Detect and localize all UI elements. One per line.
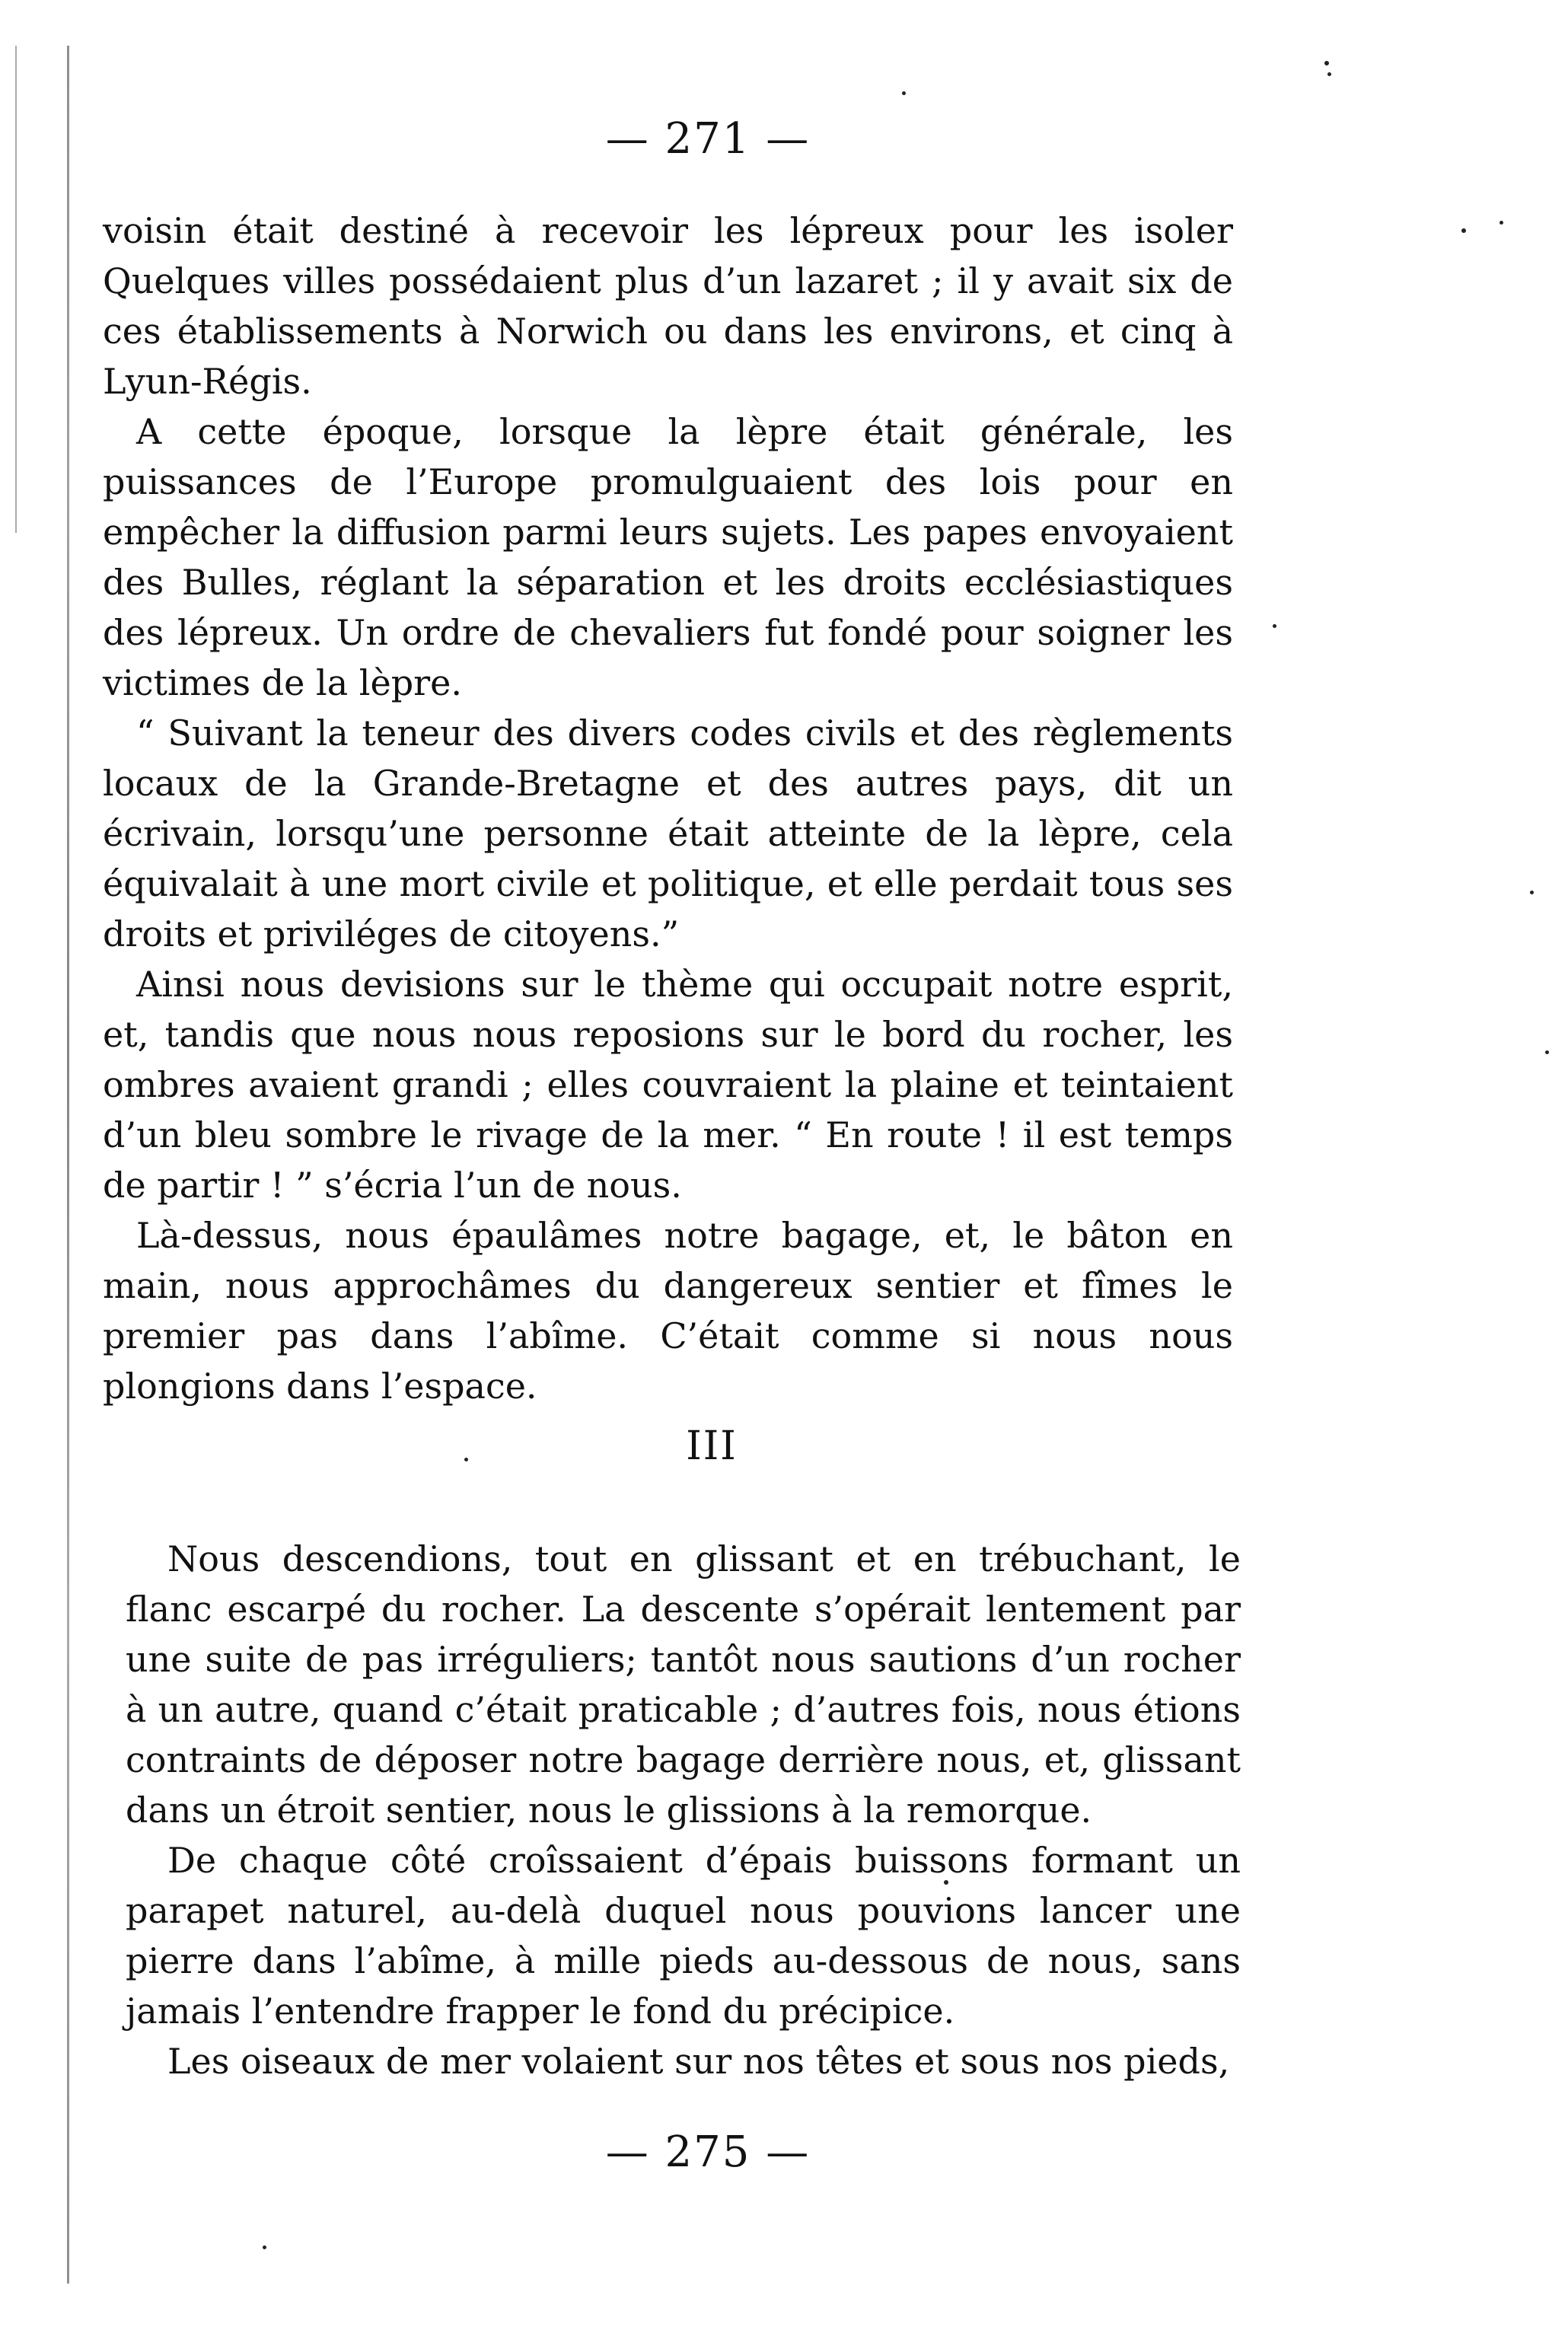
- binding-edge: [67, 46, 69, 2284]
- paragraph: Ainsi nous devisions sur le thème qui occupait notre esprit, et, tandis que nous nous reposions sur le bord du rocher, les ombres avaient grandi ; elles couvraient la plaine et teintaient d’un bleu sombre le rivage de la mer. “ En route ! il est temps de partir ! ” s’écria l’un de nous.: [103, 964, 1233, 1206]
- paragraph: A cette époque, lorsque la lèpre était générale, les puissances de l’Europe promulguaient des lois pour en empêcher la diffusion parmi leurs sujets. Les papes envoyaient des Bulles, réglant la séparation et les droits ecclésiastiques des lépreux. Un ordre de chevaliers fut fondé pour soigner les victimes de la lèpre.: [103, 411, 1233, 703]
- paragraph: “ Suivant la teneur des divers codes civils et des règlements locaux de la Grande-Bretagne et des autres pays, dit un écrivain, lorsqu’une personne était atteinte de la lèpre, cela équivalait à une mort civile et politique, et elle perdait tous ses droits et priviléges de citoyens.”: [103, 712, 1233, 955]
- section-heading: III: [686, 1423, 738, 1469]
- paragraph: voisin était destiné à recevoir les lépreux pour les isoler Quelques villes possédaient plus d’un lazaret ; il y avait six de ces établissements à Norwich ou dans les environs, et cinq à Lyun-Régis.: [103, 210, 1233, 402]
- paragraph: De chaque côté croîssaient d’épais buissons formant un parapet naturel, au-delà duquel nous pouvions lancer une pierre dans l’abîme, à mille pieds au-dessous de nous, sans jamais l’entendre frapper le fond du précipice.: [126, 1840, 1241, 2032]
- page-number-header: — 271 —: [605, 114, 811, 164]
- text-section-one: [103, 206, 1233, 1411]
- print-speck: [1461, 228, 1466, 233]
- print-speck: [1545, 1050, 1549, 1054]
- print-speck: [1499, 221, 1503, 225]
- paragraph: Nous descendions, tout en glissant et en trébuchant, le flanc escarpé du rocher. La descente s’opérait lentement par une suite de pas irréguliers; tantôt nous sautions d’un rocher à un autre, quand c’était praticable ; d’autres fois, nous étions contraints de déposer notre bagage derrière nous, et, glissant dans un étroit sentier, nous le glissions à la remorque.: [126, 1538, 1241, 1831]
- paragraph: Là-dessus, nous épaulâmes notre bagage, et, le bâton en main, nous approchâmes du dangereux sentier et fîmes le premier pas dans l’abîme. C’était comme si nous nous plongions dans l’espace.: [103, 1215, 1233, 1407]
- print-speck: [1324, 61, 1329, 65]
- paragraph: Les oiseaux de mer volaient sur nos têtes et sous nos pieds,: [167, 2041, 1230, 2082]
- print-speck: [1327, 72, 1331, 76]
- print-speck: [263, 2245, 266, 2249]
- text-section-two: [126, 1534, 1241, 2086]
- print-speck: [1273, 624, 1276, 628]
- print-speck: [902, 91, 906, 95]
- page-number-footer: — 275 —: [605, 2127, 811, 2177]
- print-speck: [1530, 891, 1534, 894]
